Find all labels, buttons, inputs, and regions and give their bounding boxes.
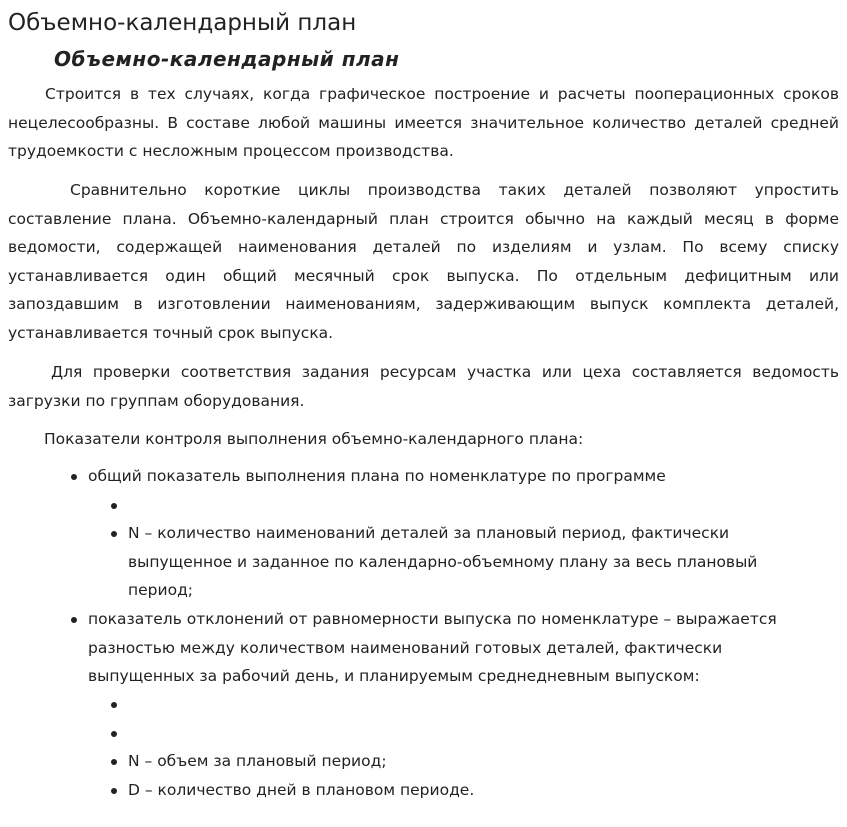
bullet-icon <box>111 731 117 737</box>
section-heading: Объемно-календарный план <box>54 47 400 71</box>
list-item <box>128 747 828 776</box>
paragraph-indicators-intro: Показатели контроля выполнения объемно-календарного плана: <box>44 430 584 448</box>
list-item <box>88 605 808 691</box>
paragraph-equipment-load: Для проверки соответствия задания ресурсам участка или цеха составляется ведомость загрузки по группам оборудования. <box>8 363 839 410</box>
list-item-text: D – количество дней в плановом периоде. <box>128 781 475 799</box>
bullet-icon <box>111 531 117 537</box>
list-item-text: общий показатель выполнения плана по номенклатуре по программе <box>88 467 666 485</box>
list-item-text: N – объем за плановый период; <box>128 752 387 770</box>
list-item <box>88 462 828 491</box>
paragraph-short-cycles: Сравнительно короткие циклы производства таких деталей позволяют упростить составление плана. Объемно-календарный план строится обычно на каждый месяц в форме ведомости, содержащей наименования деталей по изделиям и узлам. По всему списку устанавливается один общий месячный срок выпуска. По отдельным дефицитным или запоздавшим в изготовлении наименованиям, задерживающим выпуск комплекта деталей, устанавливается точный срок выпуска. <box>8 181 839 342</box>
bullet-icon <box>111 702 117 708</box>
bullet-icon <box>111 788 117 794</box>
list-item <box>128 519 788 605</box>
bullet-icon <box>111 503 117 509</box>
bullet-icon <box>111 759 117 765</box>
page-title: Объемно-календарный план <box>8 10 357 36</box>
list-item-text: показатель отклонений от равномерности выпуска по номенклатуре – выражается разностью между количеством наименований готовых деталей, фактически выпущенных за рабочий день, и планируемым среднедневным выпуском: <box>88 610 777 686</box>
paragraph-intro: Строится в тех случаях, когда графическое построение и расчеты пооперационных сроков нецелесообразны. В составе любой машины имеется значительное количество деталей средней трудоемкости с несложным процессом производства. <box>8 85 839 161</box>
bullet-icon <box>71 474 77 480</box>
list-item <box>128 776 828 805</box>
bullet-icon <box>71 617 77 623</box>
list-item-text: N – количество наименований деталей за плановый период, фактически выпущенное и заданное по календарно-объемному плану за весь плановый период; <box>128 524 758 600</box>
